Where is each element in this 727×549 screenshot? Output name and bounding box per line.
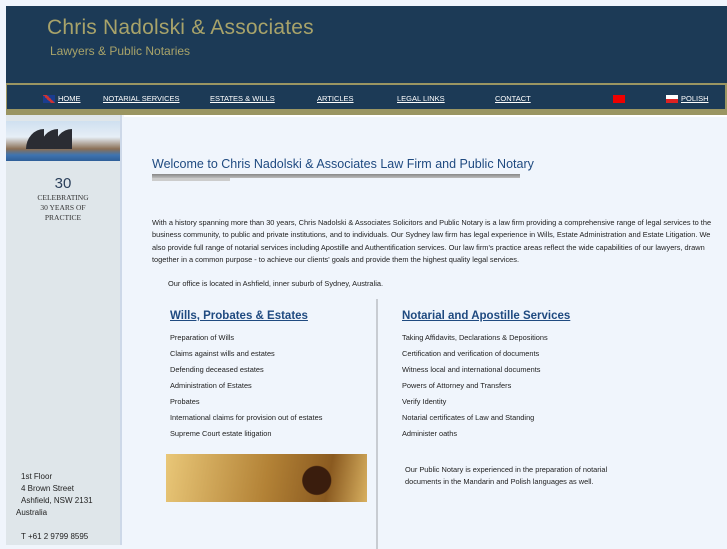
office-text: Our office is located in Ashfield, inner suburb of Sydney, Australia.	[168, 279, 383, 288]
notarial-heading[interactable]: Notarial and Apostille Services	[402, 310, 571, 322]
nav-chinese[interactable]	[613, 94, 628, 103]
address	[16, 471, 93, 543]
wills-heading[interactable]: Wills, Probates & Estates	[170, 310, 308, 322]
list-item: Supreme Court estate litigation	[170, 429, 272, 438]
title-rule-accent	[152, 178, 230, 181]
list-item: Certification and verification of documents	[402, 349, 540, 358]
address-line: 1st Floor	[21, 472, 53, 481]
site-title: Chris Nadolski & Associates	[47, 16, 314, 39]
nav-home[interactable]	[43, 94, 81, 103]
sydney-harbour-image	[6, 121, 120, 161]
site-subtitle: Lawyers & Public Notaries	[50, 44, 191, 58]
intro-text: With a history spanning more than 30 years, Chris Nadolski & Associates Solicitors and Public Notary is a law firm providing a comprehensive range of legal services to the business community, to public and private institutions, and to individuals. Our Sydney law firm has legal experience in Wills, Estate Administration and Estate Litigation. We also provide full range of notarial services including Apostille and Authentification services. Our law firm's practice areas reflect the wide capabilities of our lawyers, drawn together in a common purpose - to achieve our clients' goals and provide them the highest quality legal services.	[152, 218, 712, 264]
list-item: Witness local and international documents	[402, 365, 541, 374]
nav-legal-links[interactable]: LEGAL LINKS	[397, 94, 445, 103]
years-number: 30	[54, 175, 72, 192]
address-line: Ashfield, NSW 2131	[21, 496, 93, 505]
main-nav	[6, 83, 727, 109]
list-item: Administer oaths	[402, 429, 458, 438]
list-item: Defending deceased estates	[170, 365, 264, 374]
wills-list	[170, 333, 322, 445]
nav-articles[interactable]: ARTICLES	[317, 94, 354, 103]
list-item: Claims against wills and estates	[170, 349, 275, 358]
celebrating-line: 30 YEARS OF	[40, 203, 86, 212]
poland-flag-icon	[666, 95, 678, 103]
uk-flag-icon	[43, 95, 55, 103]
column-divider	[376, 299, 378, 549]
address-line: Australia	[16, 508, 48, 517]
list-item: Verify Identity	[402, 397, 447, 406]
nav-polish[interactable]	[666, 94, 709, 103]
list-item: Probates	[170, 397, 200, 406]
list-item: Preparation of Wills	[170, 333, 235, 342]
site-header	[6, 6, 727, 84]
notary-note: Our Public Notary is experienced in the preparation of notarial documents in the Mandarin and Polish languages as well.	[405, 465, 608, 486]
main-content	[124, 115, 727, 545]
phone: T +61 2 9799 8595	[21, 532, 89, 541]
list-item: International claims for provision out of estates	[170, 413, 323, 422]
nav-estates-wills[interactable]: ESTATES & WILLS	[210, 94, 275, 103]
list-item: Administration of Estates	[170, 381, 252, 390]
nav-contact[interactable]: CONTACT	[495, 94, 531, 103]
nav-notarial-services[interactable]: NOTARIAL SERVICES	[103, 94, 180, 103]
page-title: Welcome to Chris Nadolski & Associates Law Firm and Public Notary	[152, 157, 534, 171]
gavel-image	[166, 454, 367, 502]
list-item: Powers of Attorney and Transfers	[402, 381, 512, 390]
list-item: Notarial certificates of Law and Standing	[402, 413, 535, 422]
address-line: 4 Brown Street	[21, 484, 74, 493]
notarial-list	[402, 333, 548, 445]
celebrating-line: CELEBRATING	[37, 193, 89, 202]
celebrating-line: PRACTICE	[44, 213, 82, 222]
celebrating-text	[6, 193, 120, 223]
nav-label: HOME	[58, 94, 81, 103]
sidebar	[6, 115, 122, 545]
nav-label: POLISH	[681, 94, 709, 103]
china-flag-icon	[613, 95, 625, 103]
list-item: Taking Affidavits, Declarations & Depositions	[402, 333, 548, 342]
